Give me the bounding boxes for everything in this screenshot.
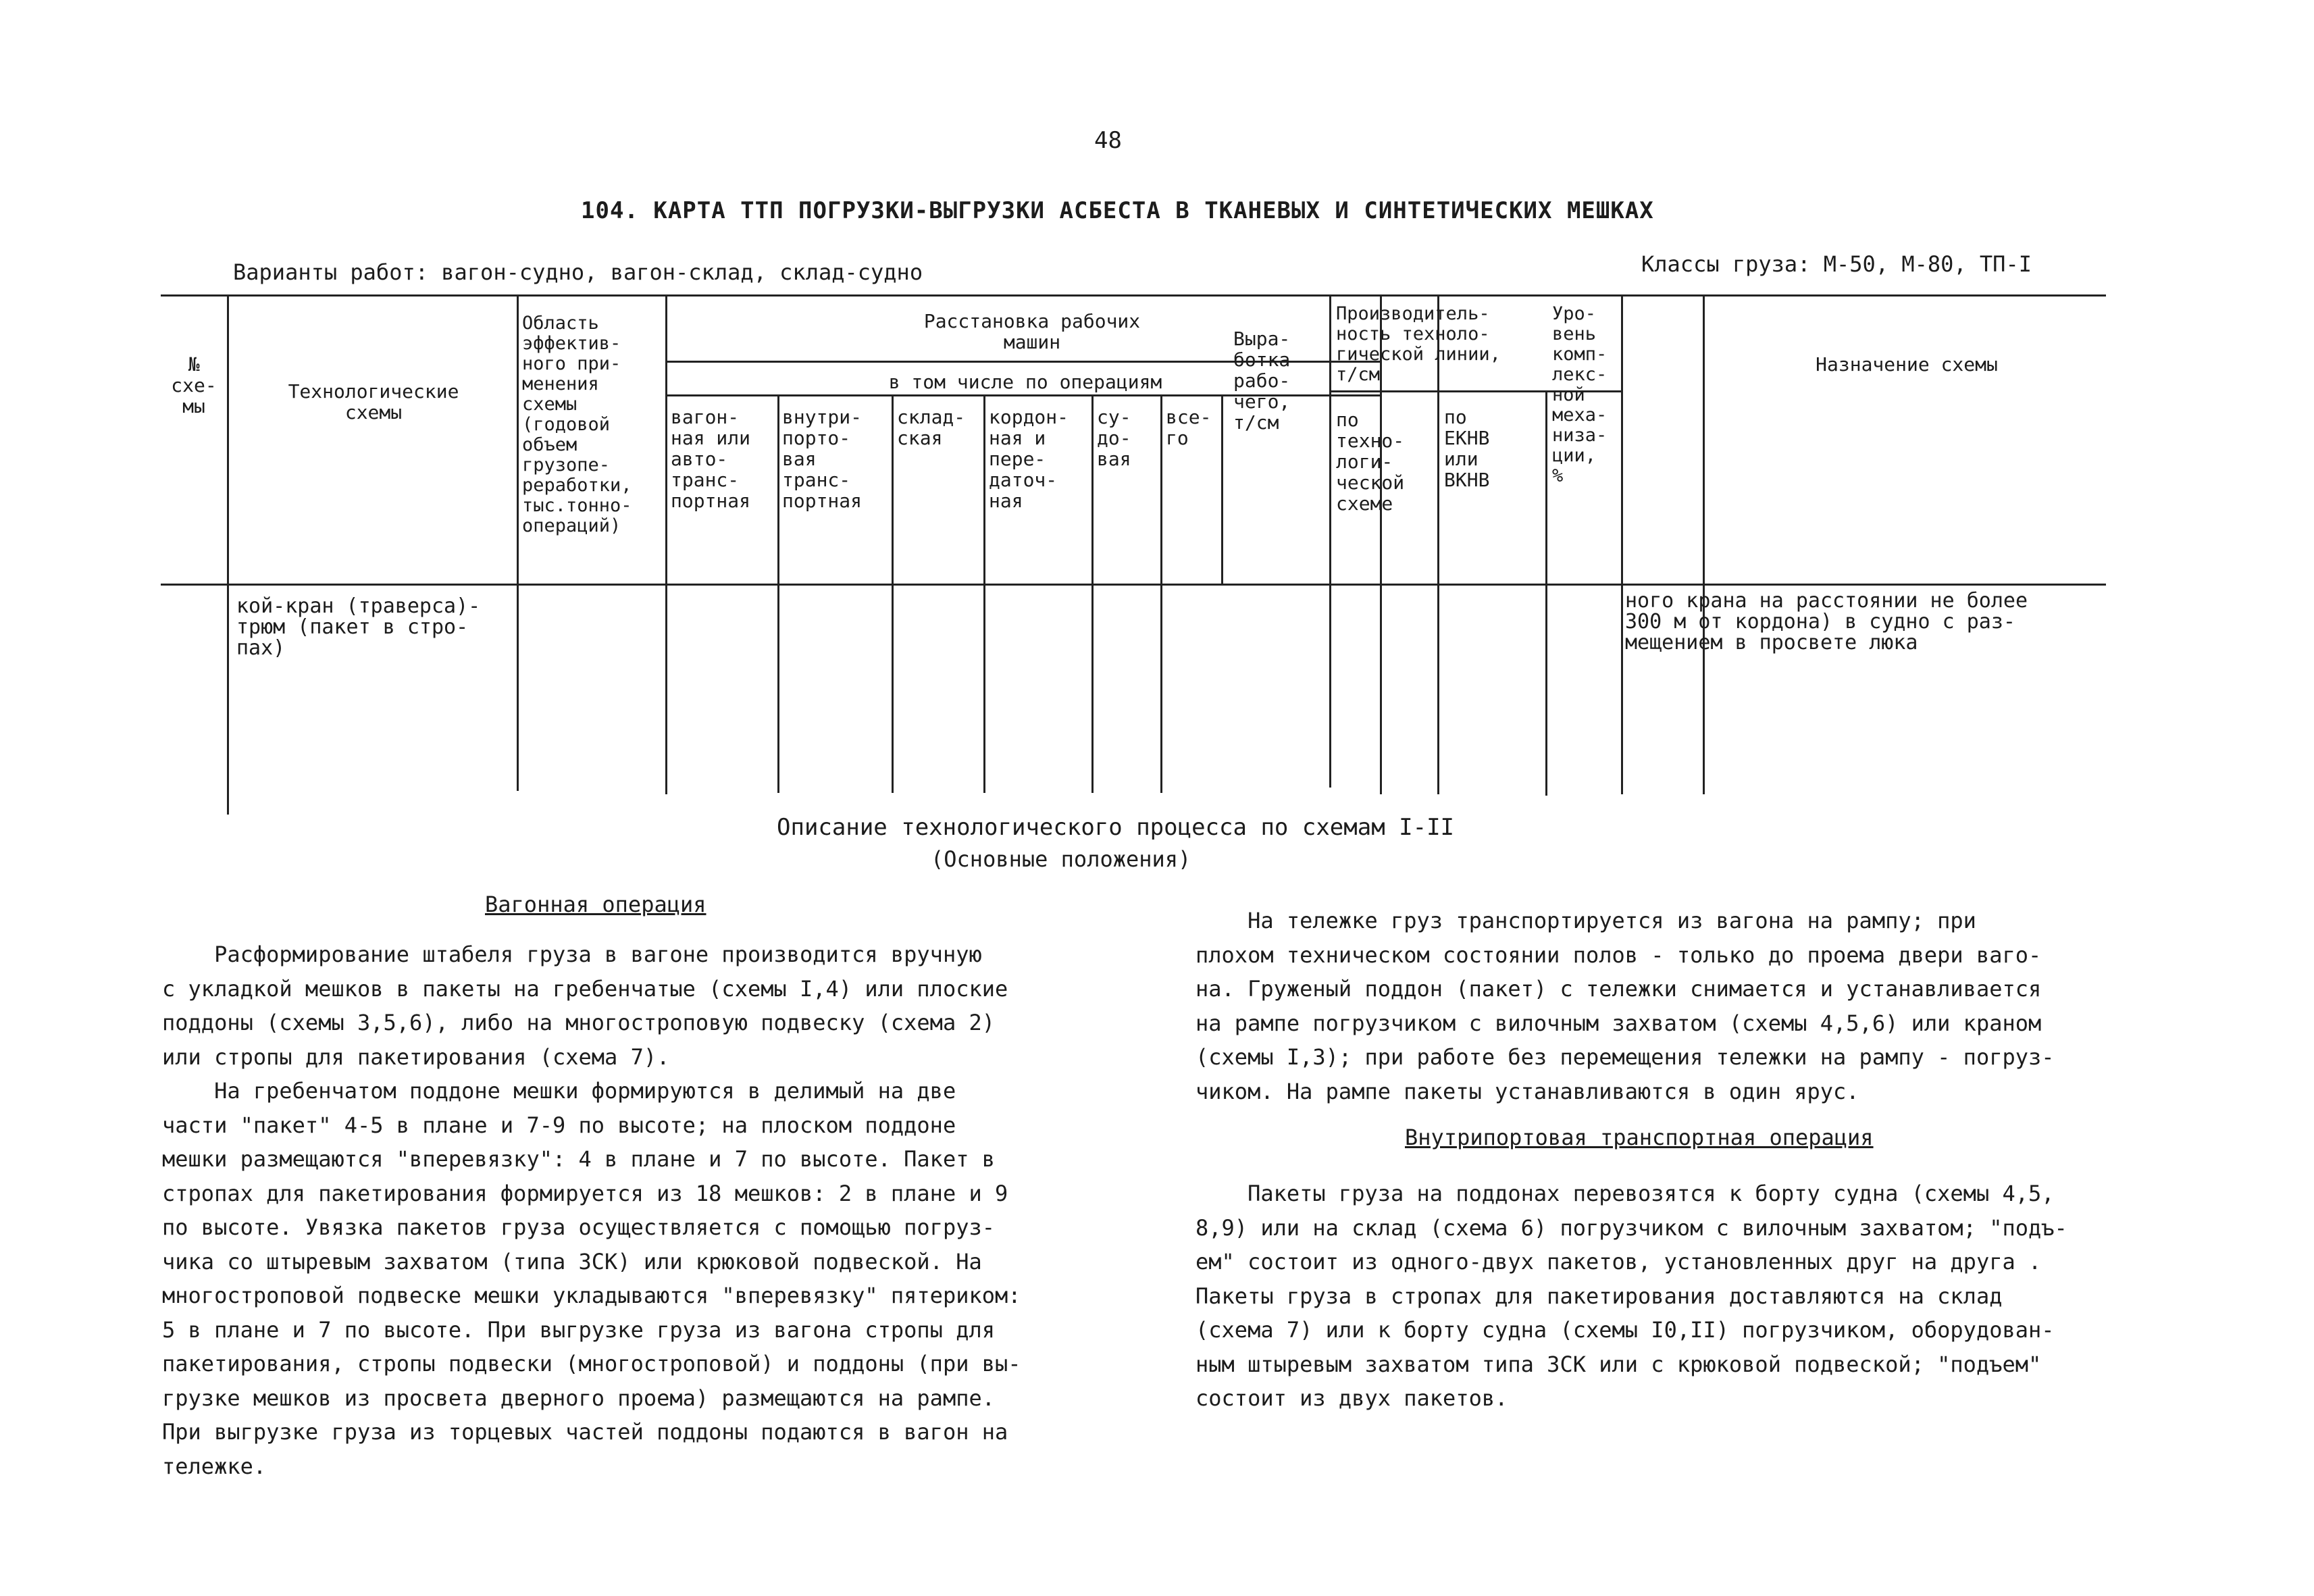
row-purpose-text: ного крана на расстоянии не более 300 м от кордона) в судно с раз- мещением в просвете люка — [1625, 589, 2028, 654]
section-wagon-operation-heading: Вагонная операция — [485, 892, 706, 917]
header-cordon-operation: кордон- ная и пере- даточ- ная — [989, 406, 1069, 512]
header-wagon-operation: вагон- ная или авто- транс- портная — [671, 406, 751, 512]
header-warehouse-operation: склад- ская — [897, 406, 966, 449]
description-subtitle: (Основные положения) — [931, 846, 1191, 872]
section-wagon-operation-text: Расформирование штабеля груза в вагоне производится вручную с укладкой мешков в пакеты на гребенчатые (схемы I,4) или плоские поддоны (схемы 3,5,6), либо на многостроповую подвеску (схема 2) или стропы для пакетирования (схема 7). На гребенчатом поддоне мешки формируются в делимый на две части "пакет" 4-5 в плане и 7-9 по высоте; на плоском поддоне мешки размещаются "вперевязку": 4 в плане и 7 по высоте. Пакет в стропах для пакетирования формируется из 18 мешков: 2 в плане и 9 по высоте. Увязка пакетов груза осуществляется с помощью погруз- чика со штыревым захватом (типа ЗСК) или крюковой подвеской. На многостроповой подвеске мешки укладываются "вперевязку" пятериком: 5 в плане и 7 по высоте. При выгрузке груза из вагона стропы для пакетирования, стропы подвески (многостроповой) и поддоны (при вы- грузке мешков из просвета дверного проема) размещаются на рампе. При выгрузке груза из торцевых частей поддоны подаются в вагон на тележке. — [162, 942, 1021, 1479]
header-machine-placement: Расстановка рабочих машин — [923, 310, 1141, 353]
section-internal-transport-heading: Внутрипортовая транспортная операция — [1405, 1125, 1874, 1150]
header-scheme-number: № схе- мы — [171, 353, 217, 417]
technology-table — [161, 294, 2106, 815]
header-ship-operation: су- до- вая — [1097, 406, 1131, 470]
section-internal-transport-text: Пакеты груза на поддонах перевозятся к борту судна (схемы 4,5, 8,9) или на склад (схема 6) погрузчиком с вилочным захватом; "подъ- ем" состоит из одного-двух пакетов, установленных друг на друга . Пакеты груза в стропах для пакетирования доставляются на склад (схема 7) или к борту судна (схемы I0,II) погрузчиком, оборудован- ным штыревым захватом типа ЗСК или с крюковой подвеской; "подъем" состоит из двух пакетов. — [1195, 1181, 2067, 1411]
cargo-classes: Классы груза: М-50, М-80, ТП-I — [1641, 251, 2032, 277]
header-application-area: Область эффектив- ного при- менения схемы (годовой объем грузопе- реработки, тыс.тонно- операций) — [522, 313, 632, 536]
header-worker-output: Выра- ботка рабо- чего, т/см — [1233, 328, 1291, 434]
header-productivity-scheme: по техно- логи- ческой схеме — [1336, 409, 1405, 515]
row-scheme-text: кой-кран (траверса)- трюм (пакет в стро- пах) — [236, 594, 481, 660]
header-tech-schemes: Технологические схемы — [288, 380, 459, 423]
header-productivity: Производитель- ность техноло- гической линии, т/см — [1336, 303, 1501, 385]
work-variants: Варианты работ: вагон-судно, вагон-склад, склад-судно — [233, 259, 923, 285]
header-including-operations: в том числе по операциям — [888, 371, 1162, 393]
document-title: 104. КАРТА ТТП ПОГРУЗКИ-ВЫГРУЗКИ АСБЕСТА В ТКАНЕВЫХ И СИНТЕТИЧЕСКИХ МЕШКАХ — [581, 197, 1654, 224]
header-mechanization-level: Уро- вень комп- лекс- ной меха- низа- ции, % — [1552, 303, 1608, 486]
header-productivity-eknv: по ЕКНВ или ВКНВ — [1444, 406, 1490, 491]
description-title: Описание технологического процесса по схемам I-II — [777, 814, 1455, 841]
header-total: все- го — [1166, 406, 1212, 449]
header-scheme-purpose: Назначение схемы — [1816, 353, 1998, 376]
section-wagon-operation-continued: На тележке груз транспортируется из вагона на рампу; при плохом техническом состоянии полов - только до проема двери ваго- на. Груженый поддон (пакет) с тележки снимается и устанавливается на рампе погрузчиком с вилочным захватом (схемы 4,5,6) или краном (схемы I,3); при работе без перемещения тележки на рампу - погруз- чиком. На рампе пакеты устанавливаются в один ярус. — [1195, 908, 2055, 1104]
header-internal-transport: внутри- порто- вая транс- портная — [782, 406, 863, 512]
page-number: 48 — [1094, 127, 1122, 154]
